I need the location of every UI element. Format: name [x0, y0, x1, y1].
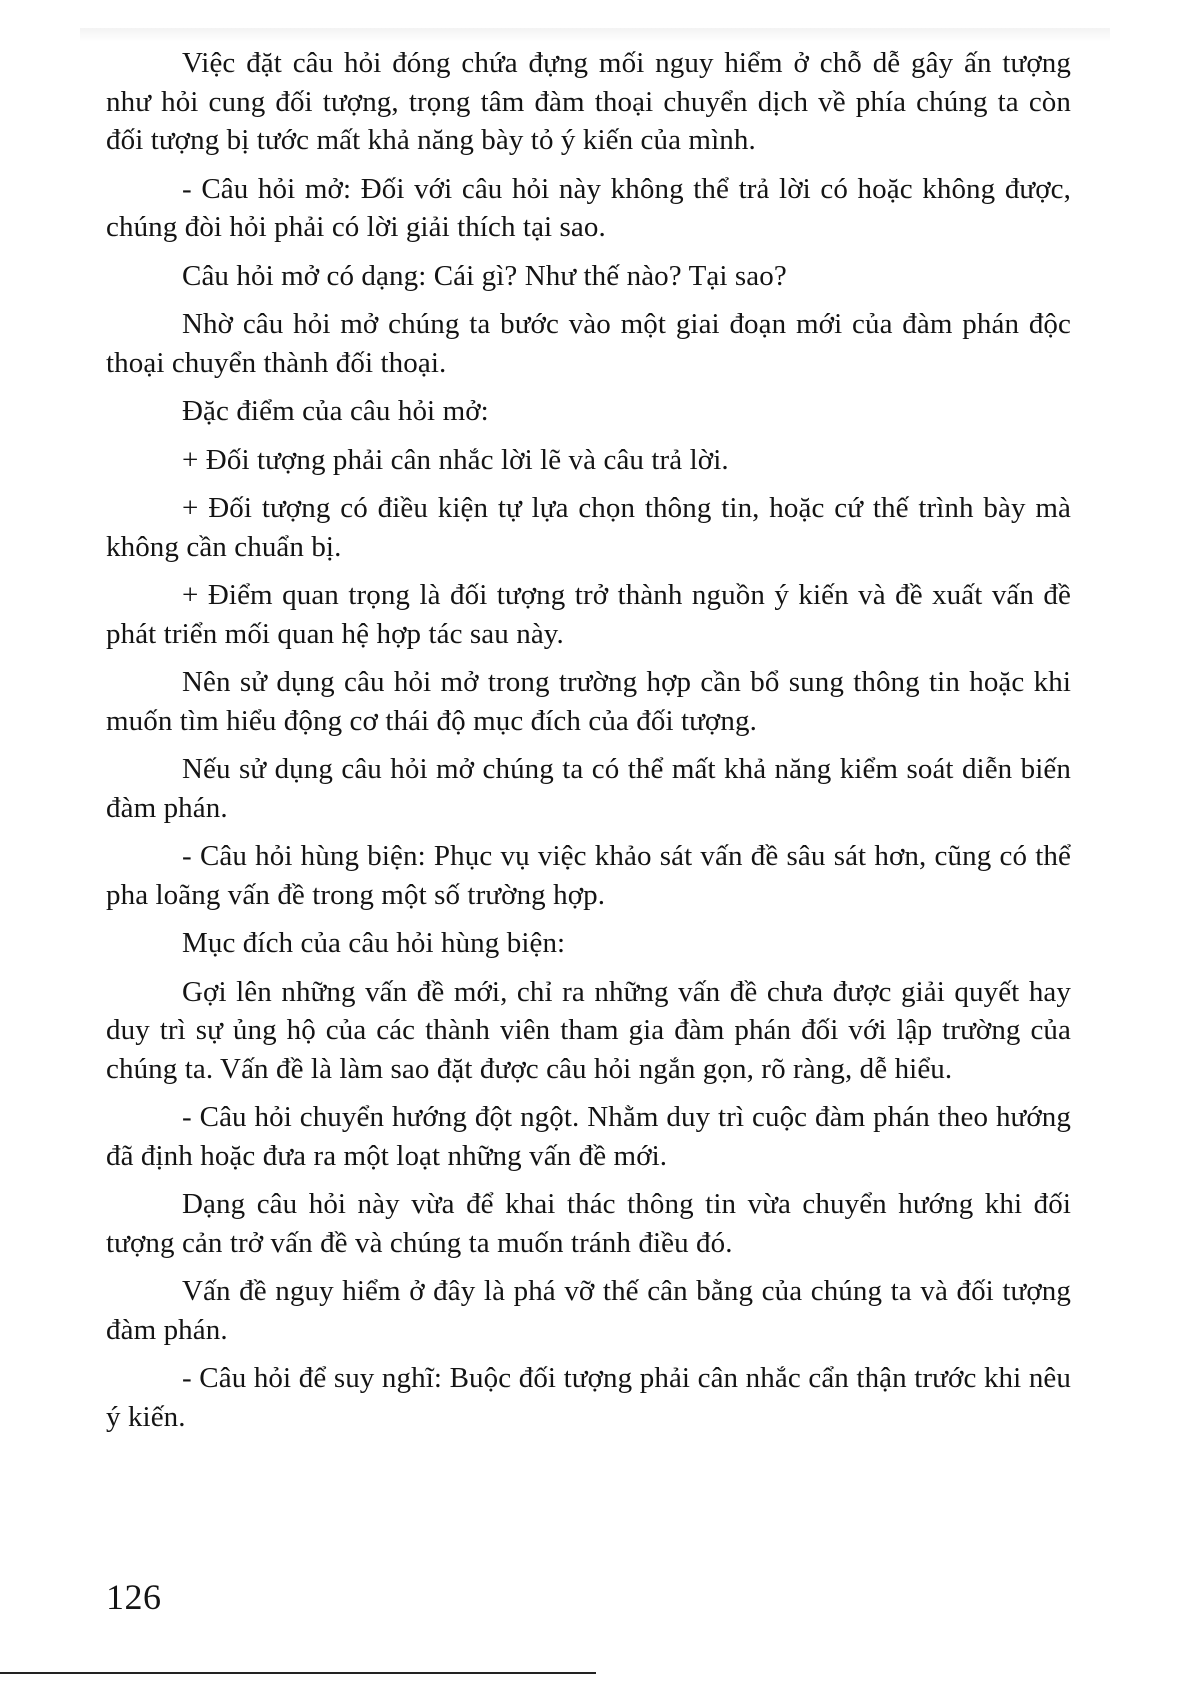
page-number: 126	[106, 1577, 162, 1617]
scan-shadow	[80, 28, 1110, 42]
paragraph-rhetorical-purpose: Gợi lên những vấn đề mới, chỉ ra những vấn đề chưa được giải quyết hay duy trì sự ủng hộ của các thành viên tham gia đàm phán đối với lập trường của chúng ta. Vấn đề là làm sao đặt được câu hỏi ngắn gọn, rõ ràng, dễ hiểu.	[106, 975, 1071, 1085]
paragraph-open-question-risk: Nếu sử dụng câu hỏi mở chúng ta có thể mất khả năng kiểm soát diễn biến đàm phán.	[106, 753, 1071, 824]
paragraph-rhetorical-question: - Câu hỏi hùng biện: Phục vụ việc khảo sát vấn đề sâu sát hơn, cũng có thể pha loãng vấn đề trong một số trường hợp.	[106, 840, 1071, 911]
paragraph-redirect-question: - Câu hỏi chuyển hướng đột ngột. Nhằm duy trì cuộc đàm phán theo hướng đã định hoặc đưa ra một loạt những vấn đề mới.	[106, 1101, 1071, 1172]
paragraph-rhetorical-purpose-heading: Mục đích của câu hỏi hùng biện:	[182, 927, 566, 959]
paragraph-feature-2: + Đối tượng có điều kiện tự lựa chọn thông tin, hoặc cứ thế trình bày mà không cần chuẩn bị.	[106, 492, 1071, 563]
paragraph-feature-1: + Đối tượng phải cân nhắc lời lẽ và câu trả lời.	[182, 443, 729, 476]
body-text	[106, 44, 1071, 1446]
paragraph-redirect-usage: Dạng câu hỏi này vừa để khai thác thông tin vừa chuyển hướng khi đối tượng cản trở vấn đề và chúng ta muốn tránh điều đó.	[106, 1188, 1071, 1259]
paragraph-redirect-risk: Vấn đề nguy hiểm ở đây là phá vỡ thế cân bằng của chúng ta và đối tượng đàm phán.	[106, 1275, 1071, 1346]
paragraph-open-question-forms: Câu hỏi mở có dạng: Cái gì? Như thế nào? Tại sao?	[182, 259, 787, 292]
paragraph-open-question-benefit: Nhờ câu hỏi mở chúng ta bước vào một giai đoạn mới của đàm phán độc thoại chuyển thành đối thoại.	[106, 308, 1071, 379]
paragraph-closed-question-risk: Việc đặt câu hỏi đóng chứa đựng mối nguy hiểm ở chỗ dễ gây ấn tượng như hỏi cung đối tượng, trọng tâm đàm thoại chuyển dịch về phía chúng ta còn đối tượng bị tước mất khả năng bày tỏ ý kiến của mình.	[106, 47, 1071, 156]
paragraph-feature-3: + Điểm quan trọng là đối tượng trở thành nguồn ý kiến và đề xuất vấn đề phát triển mối quan hệ hợp tác sau này.	[106, 579, 1071, 650]
bottom-divider	[0, 1672, 596, 1674]
paragraph-open-question-usage: Nên sử dụng câu hỏi mở trong trường hợp cần bổ sung thông tin hoặc khi muốn tìm hiểu động cơ thái độ mục đích của đối tượng.	[106, 666, 1071, 737]
paragraph-reflective-question: - Câu hỏi để suy nghĩ: Buộc đối tượng phải cân nhắc cẩn thận trước khi nêu ý kiến.	[106, 1362, 1071, 1433]
paragraph-open-question-features-heading: Đặc điểm của câu hỏi mở:	[182, 395, 489, 427]
paragraph-open-question: - Câu hỏi mở: Đối với câu hỏi này không thể trả lời có hoặc không được, chúng đòi hỏi phải có lời giải thích tại sao.	[106, 172, 1071, 243]
